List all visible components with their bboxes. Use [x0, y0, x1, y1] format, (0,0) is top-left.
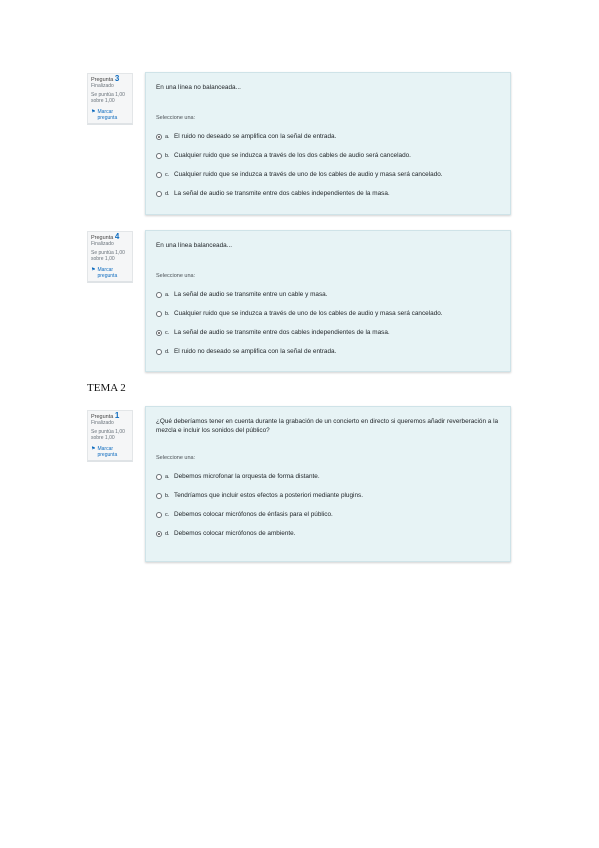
answer-option[interactable]: b. Cualquier ruido que se induzca a través de los dos cables de audio será cancelado.: [156, 146, 500, 165]
answer-option[interactable]: a. La señal de audio se transmite entre un cable y masa.: [156, 285, 500, 304]
question-card-1: [145, 406, 511, 562]
answer-option[interactable]: d. El ruido no deseado se amplifica con la señal de entrada.: [156, 342, 500, 361]
question-status: Finalizado: [91, 241, 114, 248]
question-number: Pregunta 4: [91, 232, 120, 241]
answer-options: [156, 285, 500, 361]
radio-button[interactable]: [156, 531, 162, 537]
radio-button[interactable]: [156, 292, 162, 298]
answer-options: [156, 467, 500, 543]
answer-option[interactable]: d. Debemos colocar micrófonos de ambiente.: [156, 524, 500, 543]
flag-question-link[interactable]: ⚑ Marcar pregunta: [91, 445, 118, 459]
question-card-3: [145, 72, 511, 215]
question-text: ¿Qué deberíamos tener en cuenta durante la grabación de un concierto en directo si queremos añadir reverberación a la mezcla e incluir los sonidos del público?: [156, 418, 499, 434]
question-info-4: [87, 231, 133, 283]
answer-option[interactable]: c. La señal de audio se transmite entre dos cables independientes de la masa.: [156, 323, 500, 342]
question-status: Finalizado: [91, 420, 114, 427]
flag-question-link[interactable]: ⚑ Marcar pregunta: [91, 108, 118, 122]
answer-option[interactable]: b. Tendríamos que incluir estos efectos a posteriori mediante plugins.: [156, 486, 500, 505]
flag-question-link[interactable]: ⚑ Marcar pregunta: [91, 266, 118, 280]
radio-button[interactable]: [156, 349, 162, 355]
answer-option[interactable]: a. Debemos microfonar la orquesta de forma distante.: [156, 467, 500, 486]
question-info-1: [87, 410, 133, 462]
question-number: Pregunta 3: [91, 74, 120, 83]
radio-button[interactable]: [156, 153, 162, 159]
radio-button[interactable]: [156, 493, 162, 499]
radio-button[interactable]: [156, 512, 162, 518]
question-info-3: [87, 73, 133, 125]
radio-button[interactable]: [156, 172, 162, 178]
answer-option[interactable]: a. El ruido no deseado se amplifica con la señal de entrada.: [156, 127, 500, 146]
select-prompt: Seleccione una:: [156, 273, 196, 279]
question-number: Pregunta 1: [91, 411, 120, 420]
question-card-4: [145, 230, 511, 372]
radio-button[interactable]: [156, 134, 162, 140]
question-grade: Se puntúa 1,00 sobre 1,00: [91, 428, 125, 442]
answer-option[interactable]: c. Debemos colocar micrófonos de énfasis para el público.: [156, 505, 500, 524]
answer-option[interactable]: d. La señal de audio se transmite entre dos cables independientes de la masa.: [156, 184, 500, 203]
radio-button[interactable]: [156, 191, 162, 197]
radio-button[interactable]: [156, 311, 162, 317]
answer-option[interactable]: c. Cualquier ruido que se induzca a través de uno de los cables de audio y masa será cancelado.: [156, 165, 500, 184]
radio-button[interactable]: [156, 474, 162, 480]
question-grade: Se puntúa 1,00 sobre 1,00: [91, 249, 125, 263]
question-status: Finalizado: [91, 83, 114, 90]
flag-icon: ⚑: [91, 266, 96, 273]
radio-button[interactable]: [156, 330, 162, 336]
question-text: En una línea balanceada...: [156, 242, 233, 249]
select-prompt: Seleccione una:: [156, 115, 196, 121]
section-heading: TEMA 2: [87, 382, 126, 394]
question-text: En una línea no balanceada...: [156, 84, 241, 91]
select-prompt: Seleccione una:: [156, 455, 196, 461]
flag-icon: ⚑: [91, 108, 96, 115]
flag-icon: ⚑: [91, 445, 96, 452]
answer-option[interactable]: b. Cualquier ruido que se induzca a través de uno de los cables de audio y masa será cancelado.: [156, 304, 500, 323]
answer-options: [156, 127, 500, 203]
question-grade: Se puntúa 1,00 sobre 1,00: [91, 91, 125, 105]
